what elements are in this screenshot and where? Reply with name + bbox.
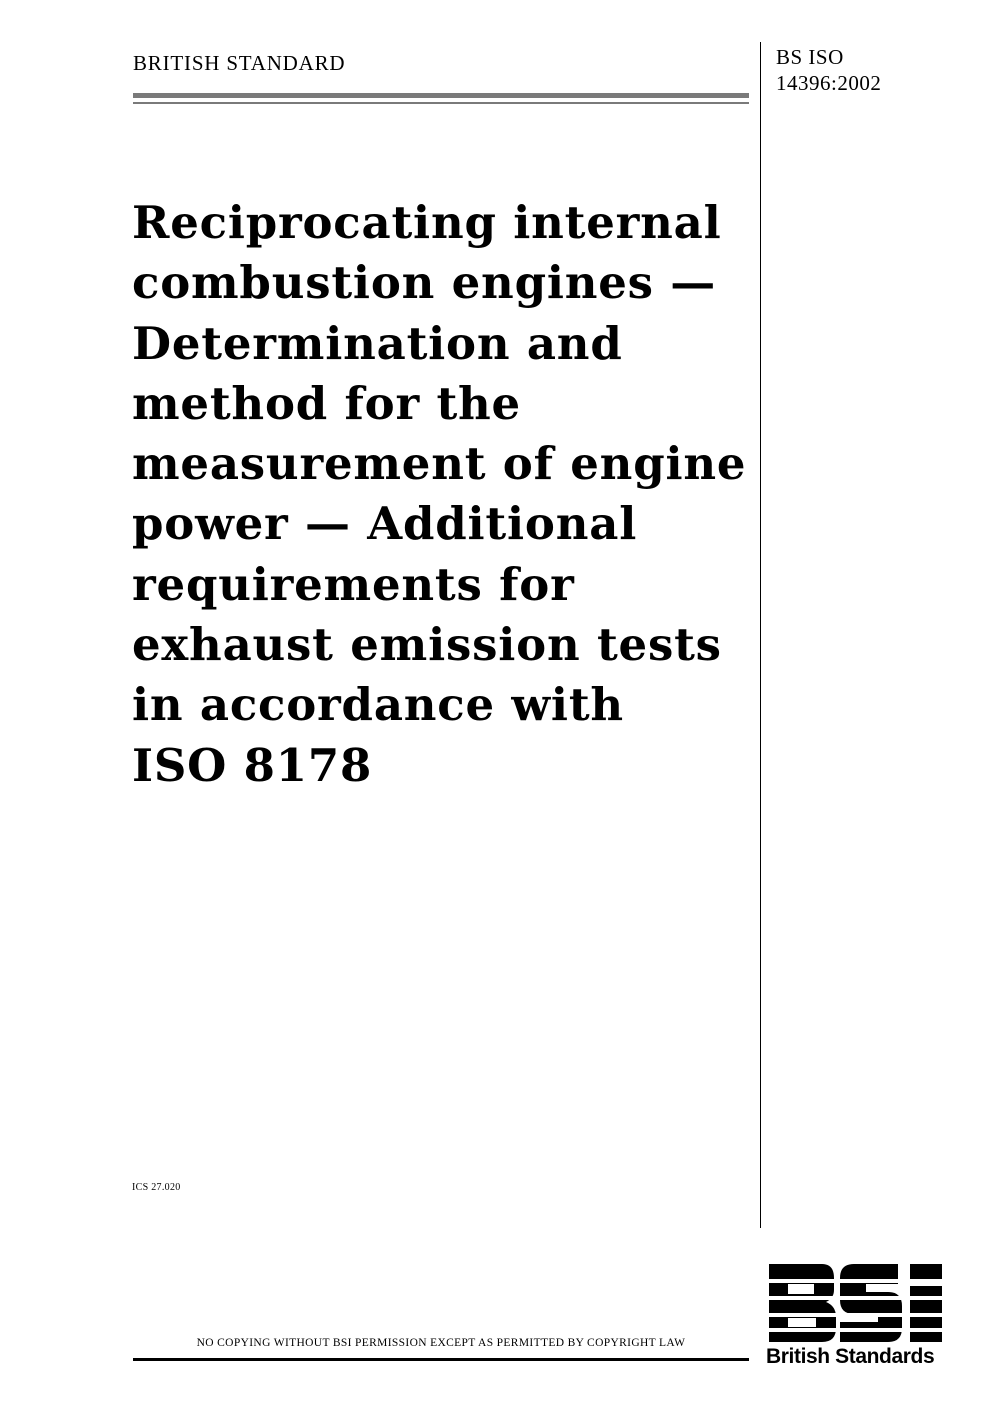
title-line: in accordance with xyxy=(132,678,624,732)
bsi-logo-caption: British Standards xyxy=(766,1345,935,1368)
title-line: combustion engines — xyxy=(132,256,717,310)
title-line: power — Additional xyxy=(132,497,638,551)
title-line: Determination and xyxy=(132,316,623,370)
bsi-logo-mark xyxy=(766,1262,946,1344)
bsi-logo xyxy=(766,1262,946,1372)
document-title xyxy=(132,193,754,796)
title-line: method for the xyxy=(132,376,521,430)
title-line: exhaust emission tests xyxy=(132,618,722,672)
document-number xyxy=(776,44,881,96)
title-line: Reciprocating internal xyxy=(132,196,722,249)
title-line: ISO 8178 xyxy=(132,738,373,792)
vertical-divider xyxy=(760,42,761,1228)
ics-code: ICS 27.020 xyxy=(132,1182,181,1193)
document-number-line-2: 14396:2002 xyxy=(776,71,882,95)
standard-type-label: BRITISH STANDARD xyxy=(133,51,346,75)
document-number-line-1: BS ISO xyxy=(776,45,844,69)
footer-rule xyxy=(133,1358,749,1361)
title-line: measurement of engine xyxy=(132,437,747,491)
header-rule-thin xyxy=(133,102,749,104)
header-rule-thick xyxy=(133,93,749,98)
title-line: requirements for xyxy=(132,557,575,611)
copyright-notice: NO COPYING WITHOUT BSI PERMISSION EXCEPT AS PERMITTED BY COPYRIGHT LAW xyxy=(196,1337,686,1349)
